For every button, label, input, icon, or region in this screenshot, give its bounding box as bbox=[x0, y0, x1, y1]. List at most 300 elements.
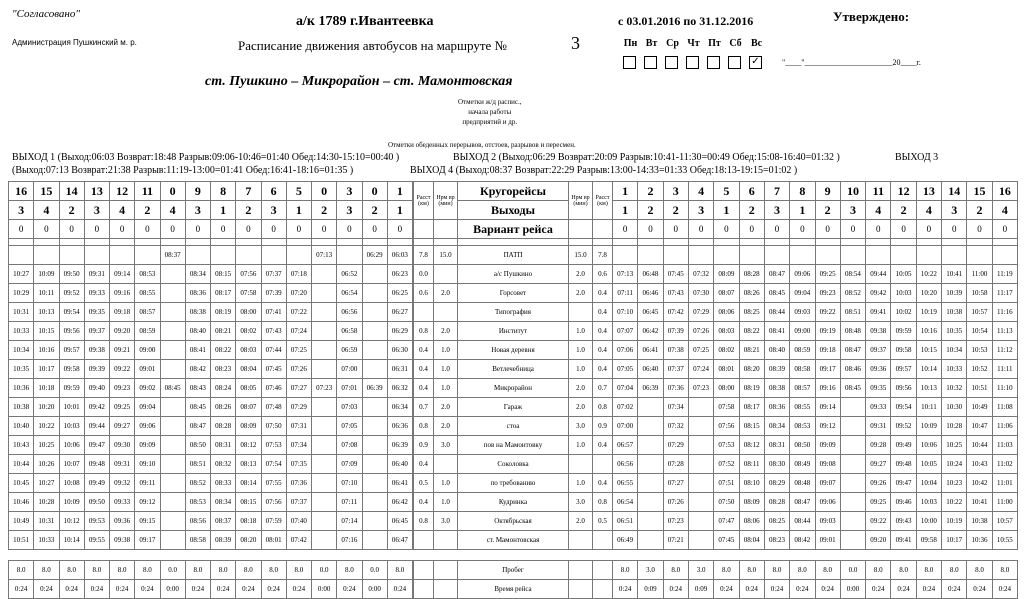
exit-number: 1 bbox=[613, 201, 638, 220]
time-cell: 08:34 bbox=[211, 493, 236, 512]
time-cell: 07:32 bbox=[688, 265, 713, 284]
route-stations: ст. Пушкино – Микрорайон – ст. Мамонтовская bbox=[205, 74, 513, 89]
time-cell: 07:38 bbox=[663, 341, 688, 360]
time-cell: 08:48 bbox=[790, 474, 815, 493]
table-row bbox=[414, 550, 613, 561]
time-cell: 07:52 bbox=[714, 455, 739, 474]
time-cell: 09:48 bbox=[891, 455, 916, 474]
mileage-cell: 0.0 bbox=[840, 561, 865, 580]
stop-name: Гараж bbox=[458, 398, 569, 417]
trip-time-cell: 0:24 bbox=[84, 580, 109, 599]
stop-name: Институт bbox=[458, 322, 569, 341]
time-cell: 11:11 bbox=[992, 360, 1017, 379]
distance-cell bbox=[593, 531, 613, 550]
variant-cell: 0 bbox=[942, 220, 967, 239]
trip-number: 3 bbox=[663, 182, 688, 201]
time-cell: 10:11 bbox=[916, 398, 941, 417]
blank-cell bbox=[840, 239, 865, 246]
time-cell bbox=[160, 341, 185, 360]
time-cell: 08:55 bbox=[790, 398, 815, 417]
table-row bbox=[613, 341, 1018, 360]
norm-time-cell bbox=[434, 265, 458, 284]
table-row bbox=[414, 303, 613, 322]
distance-cell: 0.8 bbox=[414, 322, 434, 341]
table-row bbox=[613, 265, 1018, 284]
time-cell: 10:09 bbox=[59, 493, 84, 512]
trip-time-cell: 0:24 bbox=[942, 580, 967, 599]
time-cell: 10:11 bbox=[34, 284, 59, 303]
variant-cell: 0 bbox=[866, 220, 891, 239]
time-cell bbox=[160, 303, 185, 322]
table-row bbox=[613, 436, 1018, 455]
exit-number: 2 bbox=[739, 201, 764, 220]
time-cell: 07:44 bbox=[261, 341, 286, 360]
time-cell: 06:45 bbox=[638, 303, 663, 322]
table-row bbox=[9, 474, 413, 493]
time-cell: 07:02 bbox=[613, 398, 638, 417]
trip-number: 3 bbox=[337, 182, 362, 201]
table-row bbox=[9, 436, 413, 455]
time-cell: 09:26 bbox=[866, 474, 891, 493]
time-cell: 09:09 bbox=[135, 436, 160, 455]
distance-cell: 0.7 bbox=[414, 398, 434, 417]
time-cell: 10:35 bbox=[9, 360, 34, 379]
time-cell: 09:59 bbox=[891, 322, 916, 341]
blank-cell bbox=[815, 239, 840, 246]
variant-cell: 0 bbox=[967, 220, 992, 239]
time-cell: 10:22 bbox=[916, 265, 941, 284]
norm-time-cell: 2.0 bbox=[434, 398, 458, 417]
time-cell: 08:23 bbox=[764, 531, 789, 550]
time-cell: 08:37 bbox=[160, 246, 185, 265]
separator-cell bbox=[9, 550, 34, 561]
time-cell bbox=[688, 512, 713, 531]
time-cell: 07:05 bbox=[337, 417, 362, 436]
mileage-cell: 8.0 bbox=[764, 561, 789, 580]
time-cell: 09:46 bbox=[891, 493, 916, 512]
time-cell: 08:43 bbox=[185, 379, 210, 398]
distance-cell: 0.9 bbox=[593, 417, 613, 436]
time-cell: 08:47 bbox=[840, 341, 865, 360]
trip-number: 5 bbox=[714, 182, 739, 201]
time-cell: 07:29 bbox=[286, 398, 311, 417]
mileage-cell: 8.0 bbox=[110, 561, 135, 580]
mileage-cell: 8.0 bbox=[714, 561, 739, 580]
time-cell: 10:57 bbox=[992, 512, 1017, 531]
separator-cell bbox=[110, 550, 135, 561]
time-cell: 10:33 bbox=[34, 531, 59, 550]
exit-number: 2 bbox=[967, 201, 992, 220]
time-cell: 06:51 bbox=[613, 512, 638, 531]
trip-number: 2 bbox=[638, 182, 663, 201]
norm-time-cell: 3.0 bbox=[569, 493, 593, 512]
time-cell: 07:37 bbox=[261, 265, 286, 284]
rail-marks-line: начала работы bbox=[468, 108, 512, 116]
table-row bbox=[9, 580, 413, 599]
time-cell: 09:01 bbox=[135, 360, 160, 379]
time-cell: 09:03 bbox=[815, 512, 840, 531]
blank-cell bbox=[992, 239, 1017, 246]
variant-cell: 0 bbox=[638, 220, 663, 239]
time-cell: 06:29 bbox=[362, 246, 387, 265]
weekday-checkbox[interactable] bbox=[665, 56, 678, 69]
time-cell bbox=[362, 455, 387, 474]
time-cell: 08:22 bbox=[739, 322, 764, 341]
time-cell: 10:14 bbox=[59, 531, 84, 550]
separator-cell bbox=[34, 550, 59, 561]
norm-time-cell: 1.0 bbox=[434, 379, 458, 398]
time-cell: 08:25 bbox=[739, 303, 764, 322]
weekday-label: Пт bbox=[708, 38, 721, 49]
time-cell: 10:58 bbox=[967, 284, 992, 303]
mileage-cell: 8.0 bbox=[135, 561, 160, 580]
norm-time-cell: 2.0 bbox=[569, 512, 593, 531]
agreed-label: "Согласовано" bbox=[12, 8, 80, 20]
time-cell: 10:49 bbox=[967, 398, 992, 417]
separator-cell bbox=[866, 550, 891, 561]
time-cell: 08:39 bbox=[211, 531, 236, 550]
time-cell: 06:39 bbox=[362, 379, 387, 398]
norm-time-cell: 1.0 bbox=[569, 322, 593, 341]
separator-cell bbox=[362, 550, 387, 561]
trip-time-cell: 0:24 bbox=[663, 580, 688, 599]
time-cell bbox=[362, 474, 387, 493]
time-cell: 07:24 bbox=[688, 360, 713, 379]
time-cell: 10:22 bbox=[942, 493, 967, 512]
weekday-label: Сб bbox=[729, 38, 742, 49]
table-row bbox=[613, 550, 1018, 561]
time-cell bbox=[362, 512, 387, 531]
distance-cell: 0.4 bbox=[414, 493, 434, 512]
empty-cell bbox=[569, 561, 593, 580]
exit-3-info: (Выход:07:13 Возврат:21:38 Разрыв:11:19-13:00=01:41 Обед:16:41-18:16=01:35 ) bbox=[12, 165, 354, 176]
time-cell: 08:41 bbox=[185, 341, 210, 360]
time-cell: 10:29 bbox=[9, 284, 34, 303]
time-cell: 08:59 bbox=[135, 322, 160, 341]
distance-cell: 0.0 bbox=[414, 265, 434, 284]
distance-cell: 0.8 bbox=[593, 493, 613, 512]
time-cell: 10:06 bbox=[59, 436, 84, 455]
time-cell: 06:42 bbox=[638, 322, 663, 341]
time-cell: 09:16 bbox=[815, 379, 840, 398]
time-cell: 09:56 bbox=[59, 322, 84, 341]
time-cell: 10:41 bbox=[967, 493, 992, 512]
mileage-cell: 8.0 bbox=[185, 561, 210, 580]
time-cell: 09:25 bbox=[866, 493, 891, 512]
empty-cell bbox=[569, 220, 593, 239]
exit-4-info: ВЫХОД 4 (Выход:08:37 Возврат:22:29 Разрыв:13:00-14:33=01:33 Обед:18:13-19:15=01:02 ) bbox=[410, 165, 798, 176]
time-cell: 09:18 bbox=[110, 303, 135, 322]
time-cell: 07:42 bbox=[286, 531, 311, 550]
time-cell bbox=[312, 417, 337, 436]
mileage-cell: 8.0 bbox=[815, 561, 840, 580]
time-cell bbox=[942, 246, 967, 265]
time-cell: 09:36 bbox=[866, 360, 891, 379]
trip-time-cell: 0:24 bbox=[34, 580, 59, 599]
table-row bbox=[414, 379, 613, 398]
time-cell bbox=[663, 246, 688, 265]
time-cell: 10:27 bbox=[34, 474, 59, 493]
time-cell: 07:10 bbox=[337, 474, 362, 493]
time-cell: 10:00 bbox=[916, 512, 941, 531]
time-cell: 09:53 bbox=[84, 512, 109, 531]
table-row bbox=[9, 303, 413, 322]
time-cell: 08:57 bbox=[135, 303, 160, 322]
table-row bbox=[9, 322, 413, 341]
time-cell: 07:22 bbox=[286, 303, 311, 322]
time-cell: 07:24 bbox=[286, 322, 311, 341]
time-cell: 10:08 bbox=[59, 474, 84, 493]
variant-cell: 0 bbox=[59, 220, 84, 239]
table-row bbox=[9, 493, 413, 512]
time-cell bbox=[160, 265, 185, 284]
time-cell: 08:44 bbox=[790, 512, 815, 531]
time-cell bbox=[312, 341, 337, 360]
table-row bbox=[414, 474, 613, 493]
trip-time-cell: 0:09 bbox=[638, 580, 663, 599]
weekday-checkbox[interactable] bbox=[728, 56, 741, 69]
time-cell: 06:48 bbox=[638, 265, 663, 284]
time-cell: 06:46 bbox=[638, 284, 663, 303]
time-cell: 09:57 bbox=[59, 341, 84, 360]
weekday-checkbox[interactable] bbox=[623, 56, 636, 69]
trip-number: 10 bbox=[840, 182, 865, 201]
empty-cell bbox=[434, 580, 458, 599]
time-cell bbox=[362, 417, 387, 436]
time-cell bbox=[110, 246, 135, 265]
time-cell: 08:19 bbox=[739, 379, 764, 398]
blank-cell bbox=[638, 239, 663, 246]
time-cell: 08:24 bbox=[211, 379, 236, 398]
stop-name: ст. Мамонтовская bbox=[458, 531, 569, 550]
time-cell: 08:46 bbox=[840, 360, 865, 379]
time-cell bbox=[362, 493, 387, 512]
time-cell: 10:16 bbox=[916, 322, 941, 341]
weekday-checkbox[interactable] bbox=[707, 56, 720, 69]
variant-cell: 0 bbox=[714, 220, 739, 239]
weekday-checkbox[interactable]: ✓ bbox=[749, 56, 762, 69]
exit-2-info: ВЫХОД 2 (Выход:06:29 Возврат:20:09 Разрыв:10:41-11:30=00:49 Обед:15:08-16:40=01:32 ) bbox=[453, 152, 840, 163]
trip-time-cell: 0:24 bbox=[211, 580, 236, 599]
distance-cell: 0.5 bbox=[593, 512, 613, 531]
time-cell: 06:41 bbox=[638, 341, 663, 360]
stop-name: Кудринка bbox=[458, 493, 569, 512]
time-cell: 08:28 bbox=[211, 417, 236, 436]
time-cell: 06:57 bbox=[613, 436, 638, 455]
time-cell: 07:47 bbox=[714, 512, 739, 531]
exit-number: 3 bbox=[688, 201, 713, 220]
mileage-cell: 8.0 bbox=[211, 561, 236, 580]
time-cell: 07:25 bbox=[286, 341, 311, 360]
separator-cell bbox=[790, 550, 815, 561]
time-cell: 08:38 bbox=[185, 303, 210, 322]
time-cell: 09:12 bbox=[815, 417, 840, 436]
time-cell: 09:52 bbox=[891, 417, 916, 436]
time-cell: 07:23 bbox=[663, 512, 688, 531]
blank-cell bbox=[84, 239, 109, 246]
separator-cell bbox=[387, 550, 412, 561]
trip-number: 9 bbox=[185, 182, 210, 201]
exit-number: 4 bbox=[866, 201, 891, 220]
variant-cell: 0 bbox=[337, 220, 362, 239]
trip-number: 11 bbox=[866, 182, 891, 201]
weekday-label: Вт bbox=[645, 38, 658, 49]
time-cell: 11:02 bbox=[992, 455, 1017, 474]
variant-cell: 0 bbox=[790, 220, 815, 239]
time-cell: 09:01 bbox=[815, 531, 840, 550]
time-cell: 07:18 bbox=[286, 265, 311, 284]
time-cell: 06:23 bbox=[387, 265, 412, 284]
time-cell: 08:02 bbox=[714, 341, 739, 360]
time-cell: 08:33 bbox=[211, 474, 236, 493]
time-cell: 10:35 bbox=[942, 322, 967, 341]
time-cell: 10:23 bbox=[942, 474, 967, 493]
stop-name: Ветлечебница bbox=[458, 360, 569, 379]
time-cell: 11:16 bbox=[992, 303, 1017, 322]
time-cell bbox=[688, 246, 713, 265]
time-cell: 09:57 bbox=[891, 360, 916, 379]
time-cell bbox=[135, 246, 160, 265]
mileage-cell: 8.0 bbox=[613, 561, 638, 580]
blank-cell bbox=[337, 239, 362, 246]
time-cell: 10:28 bbox=[34, 493, 59, 512]
rail-marks-line: предприятий и др. bbox=[462, 118, 518, 126]
time-cell bbox=[84, 246, 109, 265]
mileage-cell: 8.0 bbox=[992, 561, 1017, 580]
separator-cell bbox=[764, 550, 789, 561]
time-cell: 08:44 bbox=[764, 303, 789, 322]
table-row bbox=[9, 379, 413, 398]
time-cell: 08:19 bbox=[211, 303, 236, 322]
time-cell bbox=[286, 246, 311, 265]
time-cell: 10:43 bbox=[967, 455, 992, 474]
time-cell: 09:15 bbox=[135, 512, 160, 531]
time-cell bbox=[362, 531, 387, 550]
time-cell bbox=[312, 398, 337, 417]
time-cell bbox=[764, 246, 789, 265]
time-cell: 08:28 bbox=[764, 493, 789, 512]
time-cell: 06:30 bbox=[387, 341, 412, 360]
blank-cell bbox=[613, 239, 638, 246]
distance-header: Расст (км) bbox=[593, 182, 613, 220]
time-cell bbox=[312, 303, 337, 322]
time-cell: 10:38 bbox=[9, 398, 34, 417]
table-row bbox=[613, 561, 1018, 580]
norm-time-cell: 1.0 bbox=[434, 493, 458, 512]
time-cell bbox=[840, 531, 865, 550]
table-row bbox=[414, 360, 613, 379]
time-cell bbox=[739, 246, 764, 265]
time-cell: 11:17 bbox=[992, 284, 1017, 303]
distance-cell: 0.8 bbox=[414, 417, 434, 436]
time-cell: 07:23 bbox=[312, 379, 337, 398]
blank-cell bbox=[942, 239, 967, 246]
time-cell: 08:32 bbox=[211, 455, 236, 474]
time-cell: 07:58 bbox=[236, 284, 261, 303]
time-cell: 10:03 bbox=[59, 417, 84, 436]
variant-cell: 0 bbox=[160, 220, 185, 239]
time-cell: 09:02 bbox=[135, 379, 160, 398]
distance-cell: 0.4 bbox=[593, 474, 613, 493]
variant-cell: 0 bbox=[34, 220, 59, 239]
distance-cell: 0.7 bbox=[593, 379, 613, 398]
time-cell: 07:26 bbox=[286, 360, 311, 379]
time-cell: 08:20 bbox=[739, 360, 764, 379]
weekday-checkbox[interactable] bbox=[644, 56, 657, 69]
time-cell: 10:02 bbox=[891, 303, 916, 322]
time-cell: 09:55 bbox=[84, 531, 109, 550]
trip-time-cell: 0:24 bbox=[866, 580, 891, 599]
table-row bbox=[613, 474, 1018, 493]
trip-time-cell: 0:24 bbox=[916, 580, 941, 599]
empty-cell bbox=[593, 561, 613, 580]
time-cell: 09:30 bbox=[110, 436, 135, 455]
table-row bbox=[9, 284, 413, 303]
time-cell bbox=[638, 512, 663, 531]
norm-time-cell bbox=[569, 455, 593, 474]
time-cell: 06:49 bbox=[613, 531, 638, 550]
norm-time-cell: 1.0 bbox=[569, 436, 593, 455]
distance-cell: 0.5 bbox=[414, 474, 434, 493]
time-cell: 07:45 bbox=[663, 265, 688, 284]
time-cell: 09:58 bbox=[59, 360, 84, 379]
time-cell: 08:31 bbox=[211, 436, 236, 455]
variant-cell: 0 bbox=[135, 220, 160, 239]
time-cell: 11:08 bbox=[992, 398, 1017, 417]
stop-name: Соколовка bbox=[458, 455, 569, 474]
table-row bbox=[9, 455, 413, 474]
table-row bbox=[414, 580, 613, 599]
trip-number: 13 bbox=[84, 182, 109, 201]
time-cell: 09:35 bbox=[84, 303, 109, 322]
exit-number: 1 bbox=[387, 201, 412, 220]
mileage-cell: 8.0 bbox=[967, 561, 992, 580]
mileage-cell: 8.0 bbox=[34, 561, 59, 580]
time-cell: 10:33 bbox=[942, 360, 967, 379]
time-cell bbox=[312, 284, 337, 303]
exit-number: 4 bbox=[916, 201, 941, 220]
trip-number: 13 bbox=[916, 182, 941, 201]
separator-cell bbox=[434, 550, 458, 561]
time-cell: 09:31 bbox=[110, 455, 135, 474]
time-cell bbox=[312, 436, 337, 455]
blank-cell bbox=[688, 239, 713, 246]
time-cell: 10:44 bbox=[9, 455, 34, 474]
table-row bbox=[9, 398, 413, 417]
time-cell: 08:09 bbox=[714, 265, 739, 284]
time-cell: 07:25 bbox=[688, 341, 713, 360]
time-cell: 08:42 bbox=[790, 531, 815, 550]
time-cell: 07:42 bbox=[663, 303, 688, 322]
trip-number: 8 bbox=[790, 182, 815, 201]
time-cell: 08:45 bbox=[185, 398, 210, 417]
norm-time-cell: 3.0 bbox=[434, 512, 458, 531]
weekday-checkbox[interactable] bbox=[686, 56, 699, 69]
variant-cell: 0 bbox=[688, 220, 713, 239]
time-cell: 09:50 bbox=[84, 493, 109, 512]
time-cell: 10:57 bbox=[967, 303, 992, 322]
norm-time-cell: 2.0 bbox=[434, 322, 458, 341]
time-cell: 09:12 bbox=[135, 493, 160, 512]
trip-time-cell: 0:24 bbox=[286, 580, 311, 599]
variant-cell: 0 bbox=[891, 220, 916, 239]
time-cell bbox=[185, 246, 210, 265]
separator-cell bbox=[593, 550, 613, 561]
time-cell bbox=[688, 417, 713, 436]
time-cell: 09:36 bbox=[110, 512, 135, 531]
norm-time-cell: 3.0 bbox=[434, 436, 458, 455]
time-cell: 07:36 bbox=[663, 379, 688, 398]
